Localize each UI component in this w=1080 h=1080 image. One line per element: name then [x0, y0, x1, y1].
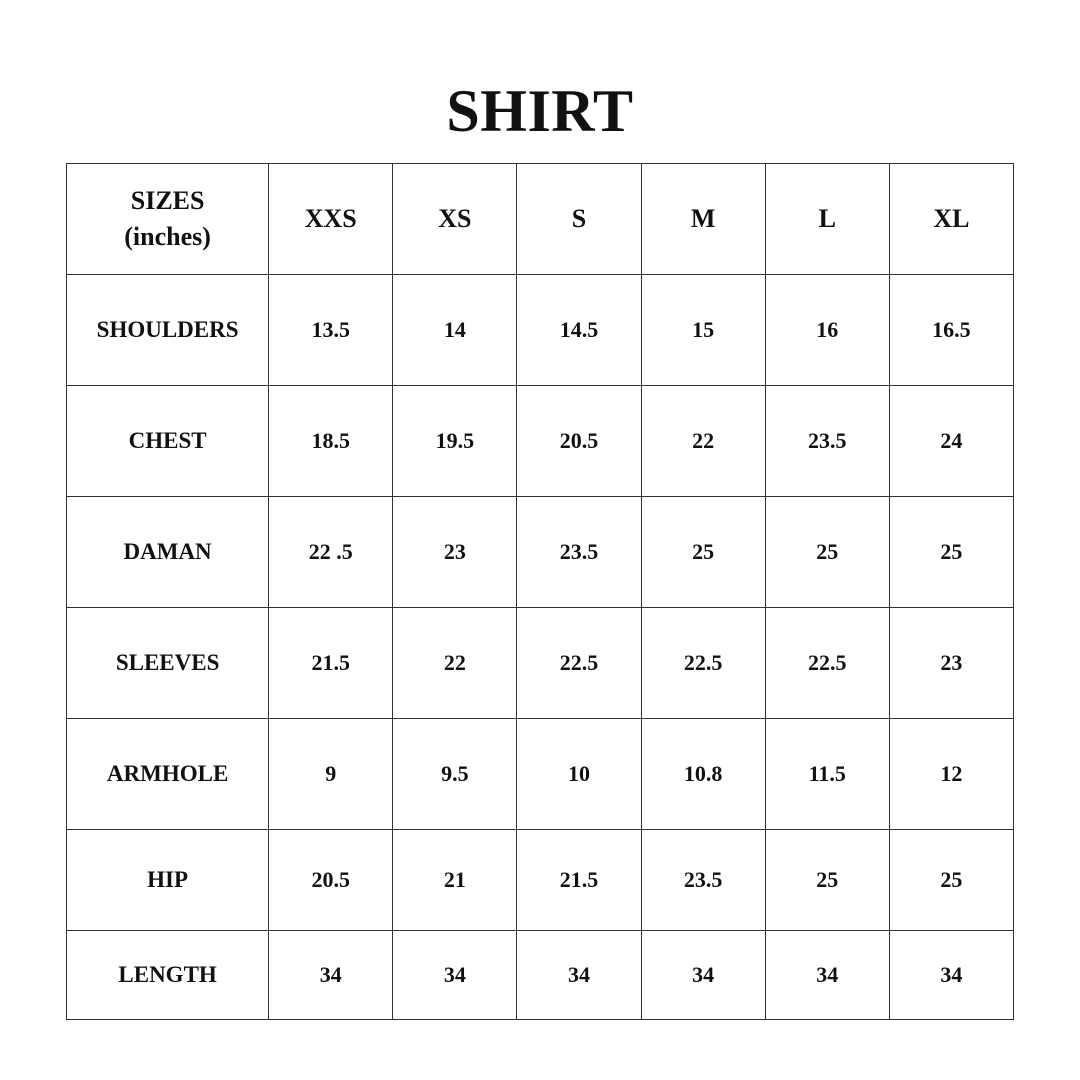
- row-label-armhole: ARMHOLE: [67, 719, 269, 830]
- table-cell: 9.5: [393, 719, 517, 830]
- table-cell: 23: [889, 608, 1013, 719]
- row-label-daman: DAMAN: [67, 497, 269, 608]
- table-cell: 22 .5: [269, 497, 393, 608]
- table-cell: 9: [269, 719, 393, 830]
- table-row: [67, 608, 1014, 719]
- table-cell: 25: [765, 830, 889, 931]
- table-cell: 10.8: [641, 719, 765, 830]
- header-size-xxs: XXS: [269, 164, 393, 275]
- header-size-m: M: [641, 164, 765, 275]
- header-sizes-label: SIZES: [130, 186, 205, 215]
- header-size-xs: XS: [393, 164, 517, 275]
- table-row: [67, 719, 1014, 830]
- table-row: [67, 497, 1014, 608]
- row-label-sleeves: SLEEVES: [67, 608, 269, 719]
- table-cell: 14: [393, 275, 517, 386]
- table-cell: 25: [765, 497, 889, 608]
- header-size-l: L: [765, 164, 889, 275]
- table-cell: 12: [889, 719, 1013, 830]
- table-row: [67, 830, 1014, 931]
- table-cell: 34: [269, 931, 393, 1020]
- table-cell: 21.5: [269, 608, 393, 719]
- table-cell: 25: [889, 830, 1013, 931]
- row-label-shoulders: SHOULDERS: [67, 275, 269, 386]
- table-cell: 11.5: [765, 719, 889, 830]
- page-title: SHIRT: [446, 78, 634, 144]
- table-cell: 23.5: [765, 386, 889, 497]
- table-cell: 34: [393, 931, 517, 1020]
- table-row: [67, 275, 1014, 386]
- table-cell: 16: [765, 275, 889, 386]
- table-cell: 22.5: [641, 608, 765, 719]
- table-cell: 15: [641, 275, 765, 386]
- table-row: [67, 386, 1014, 497]
- table-cell: 24: [889, 386, 1013, 497]
- header-size-s: S: [517, 164, 641, 275]
- table-cell: 22.5: [517, 608, 641, 719]
- table-cell: 23: [393, 497, 517, 608]
- table-cell: 16.5: [889, 275, 1013, 386]
- table-cell: 25: [889, 497, 1013, 608]
- table-cell: 21: [393, 830, 517, 931]
- table-cell: 34: [641, 931, 765, 1020]
- table-cell: 14.5: [517, 275, 641, 386]
- table-row: [67, 931, 1014, 1020]
- table-cell: 18.5: [269, 386, 393, 497]
- table-header-row: [67, 164, 1014, 275]
- table-cell: 21.5: [517, 830, 641, 931]
- table-cell: 34: [765, 931, 889, 1020]
- header-units-label: (inches): [124, 222, 211, 251]
- size-chart-table: [66, 163, 1014, 1020]
- table-cell: 13.5: [269, 275, 393, 386]
- header-size-xl: XL: [889, 164, 1013, 275]
- table-cell: 22.5: [765, 608, 889, 719]
- table-cell: 20.5: [517, 386, 641, 497]
- table-cell: 20.5: [269, 830, 393, 931]
- table-cell: 22: [641, 386, 765, 497]
- row-label-chest: CHEST: [67, 386, 269, 497]
- table-cell: 10: [517, 719, 641, 830]
- table-cell: 22: [393, 608, 517, 719]
- table-cell: 25: [641, 497, 765, 608]
- row-label-length: LENGTH: [67, 931, 269, 1020]
- table-cell: 23.5: [517, 497, 641, 608]
- row-label-hip: HIP: [67, 830, 269, 931]
- table-cell: 34: [889, 931, 1013, 1020]
- table-cell: 23.5: [641, 830, 765, 931]
- table-cell: 34: [517, 931, 641, 1020]
- table-cell: 19.5: [393, 386, 517, 497]
- header-sizes-cell: [67, 164, 269, 275]
